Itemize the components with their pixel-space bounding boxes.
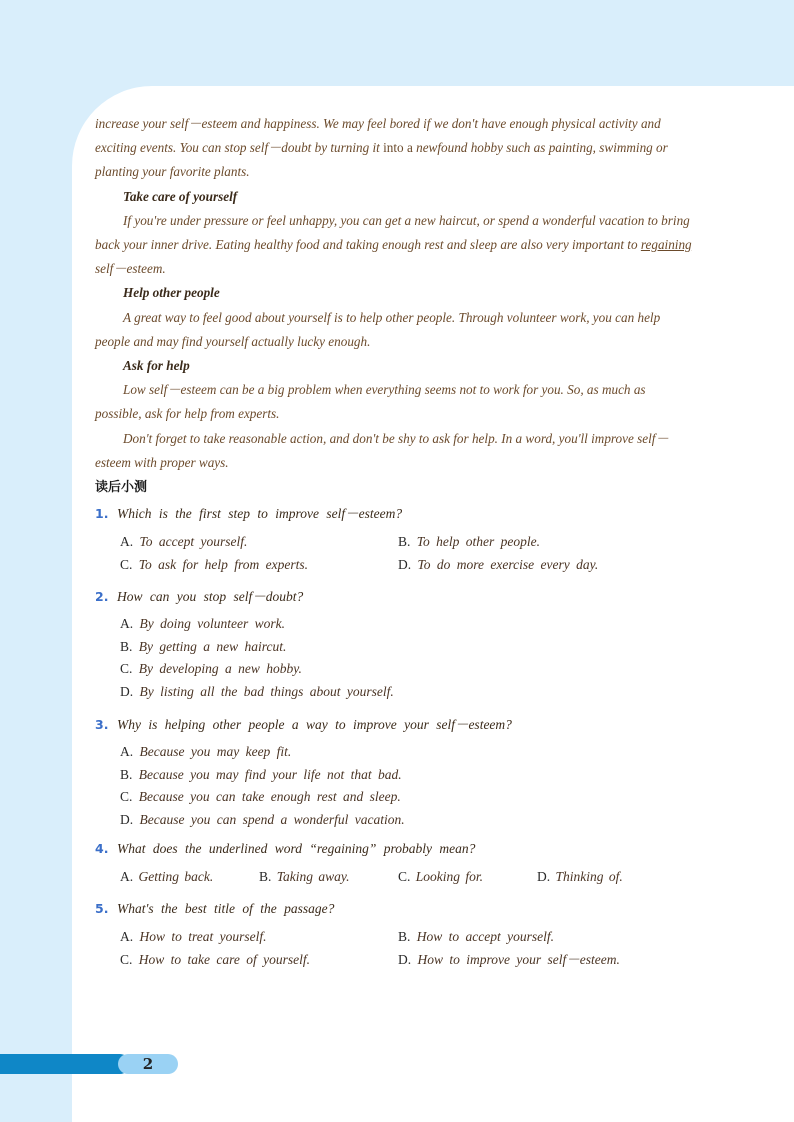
question-number: 1. xyxy=(95,506,109,521)
option-c[interactable]: C. To ask for help from experts. xyxy=(120,557,309,572)
page-number-bar xyxy=(0,1054,130,1074)
option-a[interactable]: A. To accept yourself. xyxy=(120,534,248,549)
question-4 xyxy=(95,841,695,888)
question-text: Why is helping other people a way to improve your self－esteem? xyxy=(117,717,512,732)
question-1 xyxy=(95,502,695,576)
question-text: What's the best title of the passage? xyxy=(117,901,335,916)
question-3 xyxy=(95,713,695,831)
page-number: 2 xyxy=(118,1054,178,1074)
section-heading-help-others: Help other people xyxy=(123,285,220,301)
option-a[interactable]: A. How to treat yourself. xyxy=(120,929,267,944)
option-b[interactable]: B. By getting a new haircut. xyxy=(120,638,287,654)
option-b[interactable]: B. Because you may find your life not that bad. xyxy=(120,766,402,782)
passage-paragraph: Don't forget to take reasonable action, and don't be shy to ask for help. In a word, you'll improve self－esteem with proper ways. xyxy=(95,430,669,470)
option-d[interactable]: D. Because you can spend a wonderful vacation. xyxy=(120,811,405,827)
question-number: 3. xyxy=(95,717,109,732)
underlined-word: regaining xyxy=(640,237,692,253)
question-2 xyxy=(95,585,695,703)
option-d[interactable]: D. Thinking of. xyxy=(537,869,623,884)
question-number: 5. xyxy=(95,901,109,916)
question-number: 4. xyxy=(95,841,109,856)
passage-paragraph: A great way to feel good about yourself is to help other people. Through volunteer work, you can help people and may find yourself actually lucky enough. xyxy=(95,309,661,349)
passage-paragraph: Low self－esteem can be a big problem when everything seems not to work for you. So, as much as possible, ask for help from experts. xyxy=(95,382,646,422)
question-text: What does the underlined word “regaining” probably mean? xyxy=(117,841,476,856)
question-text: How can you stop self－doubt? xyxy=(117,589,304,604)
option-a[interactable]: A. Getting back. xyxy=(120,869,214,884)
option-c[interactable]: C. How to take care of yourself. xyxy=(120,952,310,967)
question-5 xyxy=(95,901,695,971)
option-c[interactable]: C. Because you can take enough rest and sleep. xyxy=(120,789,401,804)
option-b[interactable]: B. Taking away. xyxy=(259,869,350,884)
option-d[interactable]: D. To do more exercise every day. xyxy=(398,557,599,572)
quiz-title: 读后小测 xyxy=(95,480,148,495)
option-c[interactable]: C. Looking for. xyxy=(398,869,484,884)
option-c[interactable]: C. By developing a new hobby. xyxy=(120,661,302,676)
question-text: Which is the first step to improve self－esteem? xyxy=(117,506,403,521)
option-d[interactable]: D. How to improve your self－esteem. xyxy=(398,952,620,967)
option-a[interactable]: A. By doing volunteer work. xyxy=(120,616,285,631)
reading-passage xyxy=(95,112,695,475)
passage-paragraph: increase your self－esteem and happiness. We may feel bored if we don't have enough physical activity and exciting events. You can stop self－doubt by turning it into a newfound hobby such as painting, swimming or planting your favorite plants. xyxy=(95,116,668,180)
section-heading-take-care: Take care of yourself xyxy=(123,188,238,204)
option-b[interactable]: B. To help other people. xyxy=(398,534,541,549)
option-a[interactable]: A. Because you may keep fit. xyxy=(120,744,292,759)
passage-paragraph: If you're under pressure or feel unhappy, you can get a new haircut, or spend a wonderful vacation to bring back your inner drive. Eating healthy food and taking enough rest and sleep are also very important to regaining self－esteem. xyxy=(95,212,692,277)
option-b[interactable]: B. How to accept yourself. xyxy=(398,929,554,944)
section-heading-ask-help: Ask for help xyxy=(123,358,190,374)
question-number: 2. xyxy=(95,589,109,604)
option-d[interactable]: D. By listing all the bad things about yourself. xyxy=(120,683,394,699)
